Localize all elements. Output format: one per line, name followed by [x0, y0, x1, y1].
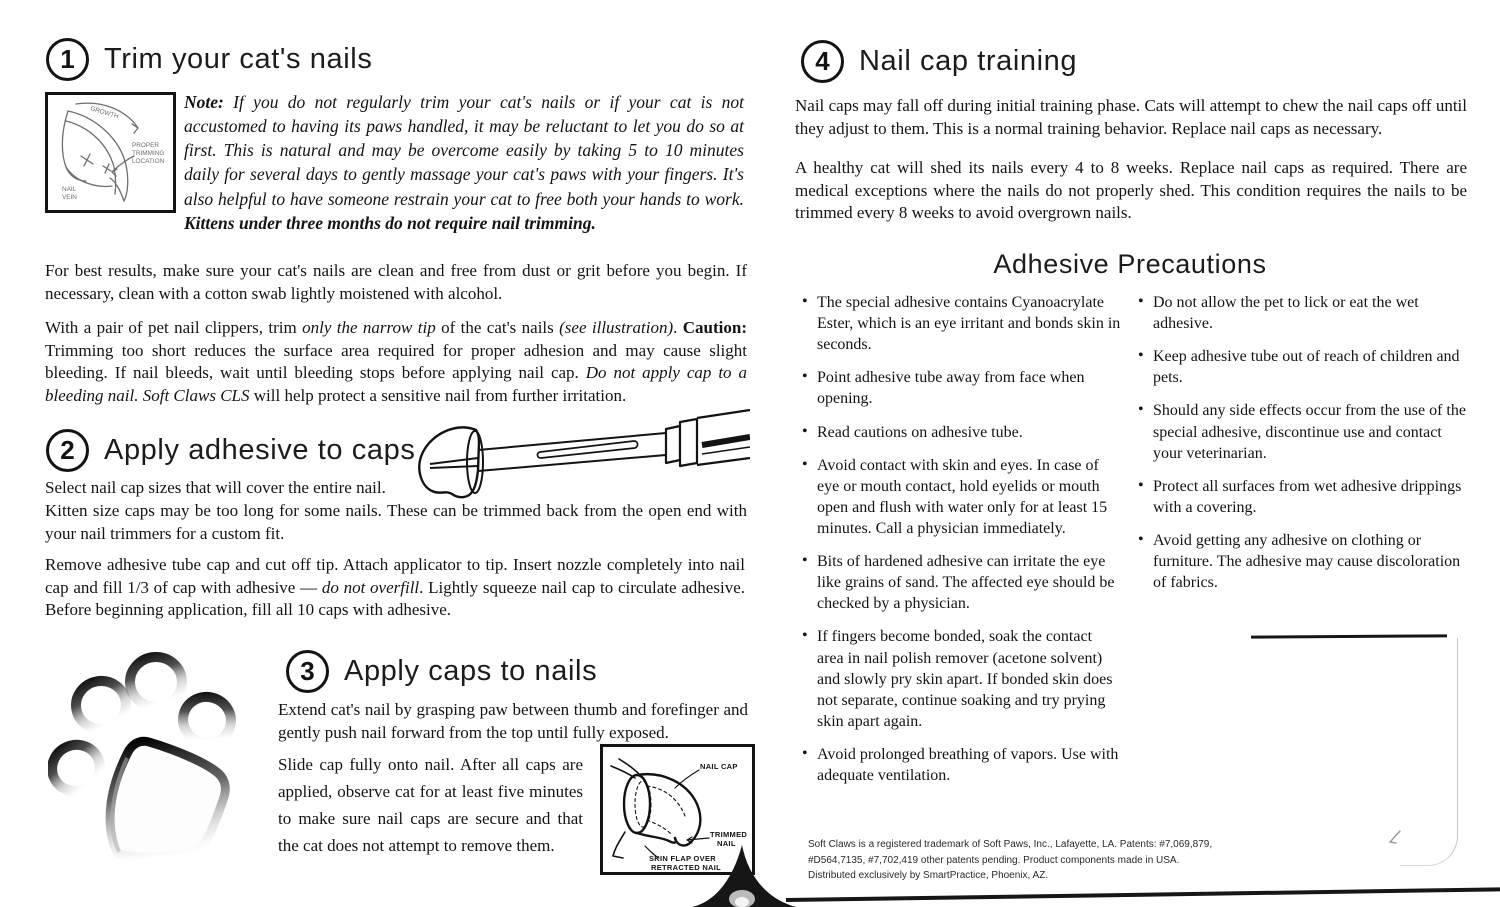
- section-2-title: Apply adhesive to caps: [104, 434, 416, 466]
- fig1-growth-label: GROWTH: [89, 105, 120, 121]
- fig1-proper-label-line2: TRIMMING: [132, 150, 165, 157]
- fig3-flap-label-line2: RETRACTED NAIL: [651, 863, 722, 872]
- section-1-number-badge: 1: [46, 38, 89, 81]
- claw-trimming-figure: [45, 92, 176, 213]
- section-4-title: Nail cap training: [859, 45, 1078, 77]
- precaution-item: • Avoid contact with skin and eyes. In case of eye or mouth contact, hold eyelids or mouth open and flush with water only for at least 15 minutes. Call a physician immediately.: [800, 455, 1122, 539]
- fig1-vein-label-line1: NAIL: [62, 186, 77, 193]
- note-body: If you do not regularly trim your cat's nails or if your cat is not accustomed to having its paws handled, it may be reluctant to let you do so at first. This is natural and may be overcome easily by taking 5 to 10 minutes daily for several days to gently massage your cat's paws with your fingers. It's also helpful to have someone restrain your cat to free both your hands to work.: [184, 92, 744, 209]
- precaution-item: • Bits of hardened adhesive can irritate the eye like grains of sand. The affected eye should be checked by a physician.: [800, 551, 1122, 614]
- section-4-number-badge: 4: [801, 40, 844, 83]
- p2-run3: of the cat's nails: [435, 318, 560, 337]
- section-3-title: Apply caps to nails: [344, 655, 598, 687]
- p2-run5: .: [673, 318, 683, 337]
- section-2-paragraph-2: Kitten size caps may be too long for some nails. These can be trimmed back from the open end with your nail trimmers for a custom fit.: [45, 501, 747, 543]
- p2-caution-lead: Caution:: [682, 318, 747, 337]
- precaution-item: • If fingers become bonded, soak the contact area in nail polish remover (acetone solvent) and slowly pry skin apart. If bonded skin does not separate, continue soaking and try prying skin apart again.: [800, 626, 1122, 732]
- section-3-paragraph-1: Extend cat's nail by grasping paw between thumb and forefinger and gently push nail forward from the top until fully exposed.: [278, 700, 748, 742]
- section-4-header: [801, 40, 1077, 83]
- precaution-item: • Keep adhesive tube out of reach of children and pets.: [1136, 346, 1466, 388]
- fig1-proper-label-line1: PROPER: [132, 142, 159, 149]
- precaution-item: • Protect all surfaces from wet adhesive drippings with a covering.: [1136, 476, 1466, 518]
- precaution-item: • Do not allow the pet to lick or eat the wet adhesive.: [1136, 292, 1466, 334]
- section-4-paragraph-2: A healthy cat will shed its nails every 4 to 8 weeks. Replace nail caps as required. There are medical exceptions where the nails do not properly shed. This condition requires the nails to be trimmed every 8 weeks to avoid overgrown nails.: [795, 158, 1467, 223]
- precaution-item: • Read cautions on adhesive tube.: [800, 422, 1122, 443]
- p2-run1: With a pair of pet nail clippers, trim: [45, 318, 303, 337]
- section-2-number-badge: 2: [46, 429, 89, 472]
- section-2-header: [46, 429, 415, 472]
- p3-run1: Remove adhesive tube cap and cut off tip. Attach applicator to tip. Insert nozzle completely into nail cap and fill 1/3 of cap with adhesive —: [45, 555, 745, 597]
- note-lead: Note:: [184, 92, 234, 112]
- precautions-right-column: [1136, 292, 1466, 605]
- fig1-vein-label-line2: VEIN: [62, 194, 77, 201]
- precaution-item: • Avoid getting any adhesive on clothing or furniture. The adhesive may cause discoloration of fabrics.: [1136, 530, 1466, 593]
- fig1-proper-label-line3: LOCATION: [132, 158, 165, 165]
- fig3-trimmed-label-line2: NAIL: [717, 839, 736, 848]
- claw-tip-image: [692, 845, 796, 907]
- p2-run8: Do not apply cap to a bleeding nail. Soft Claws CLS: [45, 363, 747, 405]
- section-4-paragraph-1: Nail caps may fall off during initial training phase. Cats will attempt to chew the nail caps off until they adjust to them. This is a normal training behavior. Replace nail caps as necessary.: [795, 96, 1467, 138]
- fig3-nail-cap-label: NAIL CAP: [700, 762, 738, 771]
- p2-run9: will help protect a sensitive nail from further irritation.: [249, 385, 627, 405]
- section-1-paragraph-1: For best results, make sure your cat's nails are clean and free from dust or grit before you begin. If necessary, clean with a cotton swab lightly moistened with alcohol.: [45, 261, 747, 303]
- trademark-footer: Soft Claws is a registered trademark of Soft Paws, Inc., Lafayette, LA. Patents: #7,069,879, #D564,7135, #7,702,419 other patents pending. Product components made in USA. Distributed exclusively by SmartPractice, Phoenix, AZ.: [808, 839, 1213, 881]
- p2-run2: only the narrow tip: [302, 318, 436, 337]
- p3-run3: . Lightly squeeze nail cap to circulate adhesive. Before beginning application, fill all 10 caps with adhesive.: [45, 577, 745, 620]
- p2-run4: (see illustration): [559, 318, 674, 337]
- fig3-trimmed-label-line1: TRIMMED: [710, 830, 748, 839]
- precautions-title: Adhesive Precautions: [993, 249, 1267, 279]
- precautions-left-column: [800, 292, 1122, 798]
- section-3-header: [286, 650, 597, 693]
- p2-run7: Trimming too short reduces the surface area required for proper adhesion and may cause slight bleeding. If nail bleeds, wait until bleeding stops before applying nail cap.: [45, 340, 747, 383]
- precaution-item: • The special adhesive contains Cyanoacrylate Ester, which is an eye irritant and bonds skin in seconds.: [800, 292, 1122, 355]
- section-1-header: [46, 38, 372, 81]
- precaution-item: • Point adhesive tube away from face when opening.: [800, 367, 1122, 409]
- card-edge-corner: [1400, 638, 1458, 866]
- precaution-item: • Should any side effects occur from the use of the special adhesive, discontinue use and contact your veterinarian.: [1136, 400, 1466, 463]
- section-3-number-badge: 3: [286, 650, 329, 693]
- card-edge-bottom-line: [786, 887, 1500, 901]
- stray-mark: [1388, 830, 1404, 848]
- p3-run2: do not overfill: [321, 577, 420, 597]
- section-1-paragraph-2: [45, 317, 747, 407]
- section-2-paragraph-3: [45, 554, 745, 622]
- claw-trimming-diagram-svg: [48, 95, 173, 210]
- fig3-flap-label-line1: SKIN FLAP OVER: [649, 854, 716, 863]
- precaution-item: • Avoid prolonged breathing of vapors. Use with adequate ventilation.: [800, 744, 1122, 786]
- section-1-title: Trim your cat's nails: [104, 43, 373, 75]
- section-3-paragraph-2: Slide cap fully onto nail. After all caps are applied, observe cat for at least five minutes to make sure nail caps are secure and that the cat does not attempt to remove them.: [278, 755, 583, 855]
- note-tail: Kittens under three months do not require nail trimming.: [184, 212, 596, 233]
- section-2-paragraph-1: Select nail cap sizes that will cover the entire nail.: [45, 478, 386, 497]
- section-1-note: [184, 90, 744, 235]
